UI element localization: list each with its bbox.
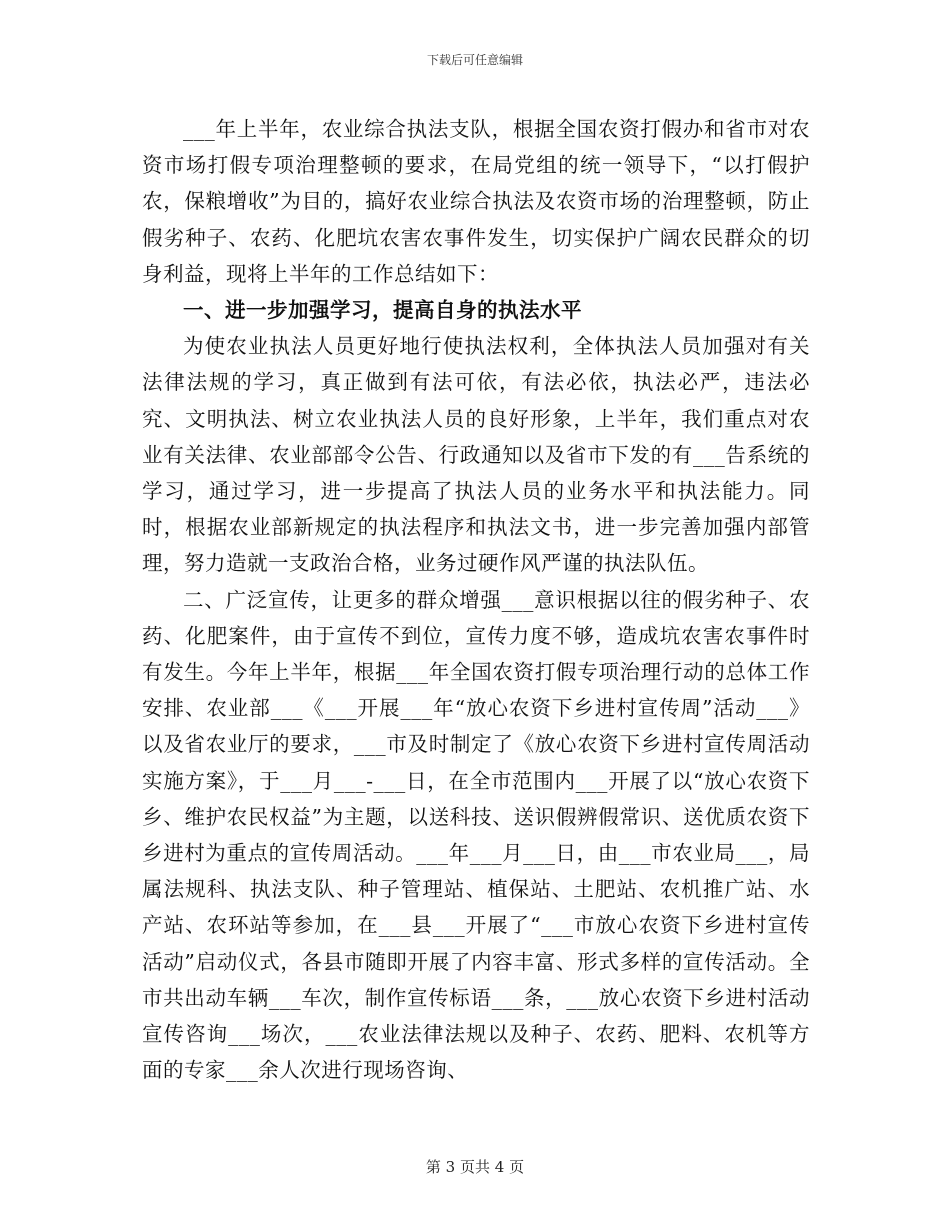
page-header: 下载后可任意编辑 [426,53,523,67]
page-footer: 第 3 页共 4 页 [425,1158,525,1176]
section-1-paragraph: 为使农业执法人员更好地行使执法权利，全体执法人员加强对有关法律法规的学习，真正做到有法可依，有法必依，执法必严，违法必究、文明执法、树立农业执法人员的良好形象，上半年，我们重点对农业有关法律、农业部部令公告、行政通知以及省市下发的有___告系统的学习，通过学习，进一步提高了执法人员的业务水平和执法能力。同时，根据农业部新规定的执法程序和执法文书，进一步完善加强内部管理，努力造就一支政治合格，业务过硬作风严谨的执法队伍。 [142,334,810,576]
section-heading-1: 一、进一步加强学习，提高自身的执法水平 [183,298,582,323]
section-2-paragraph: 二、广泛宣传，让更多的群众增强___意识根据以往的假劣种子、农药、化肥案件，由于宣传不到位，宣传力度不够，造成坑农害农事件时有发生。今年上半年，根据___年全国农资打假专项治理行动的总体工作安排、农业部___《___开展___年“放心农资下乡进村宣传周”活动___》以及省农业厅的要求，___市及时制定了《放心农资下乡进村宣传周活动实施方案》，于___月___-___日，在全市范围内___开展了以“放心农资下乡、维护农民权益”为主题，以送科技、送识假辨假常识、送优质农资下乡进村为重点的宣传周活动。___年___月___日，由___市农业局___，局属法规科、执法支队、种子管理站、植保站、土肥站、农机推广站、水产站、农环站等参加，在___县___开展了“___市放心农资下乡进村宣传活动”启动仪式，各县市随即开展了内容丰富、形式多样的宣传活动。全市共出动车辆___车次，制作宣传标语___条，___放心农资下乡进村活动宣传咨询___场次，___农业法律法规以及种子、农药、肥料、农机等方面的专家___余人次进行现场咨询、 [142,587,810,1083]
intro-paragraph: ___年上半年，农业综合执法支队，根据全国农资打假办和省市对农资市场打假专项治理整顿的要求，在局党组的统一领导下，“以打假护农，保粮增收”为目的，搞好农业综合执法及农资市场的治理整顿，防止假劣种子、农药、化肥坑农害农事件发生，切实保护广阔农民群众的切身利益，现将上半年的工作总结如下： [142,117,810,286]
document-body [142,111,810,1088]
